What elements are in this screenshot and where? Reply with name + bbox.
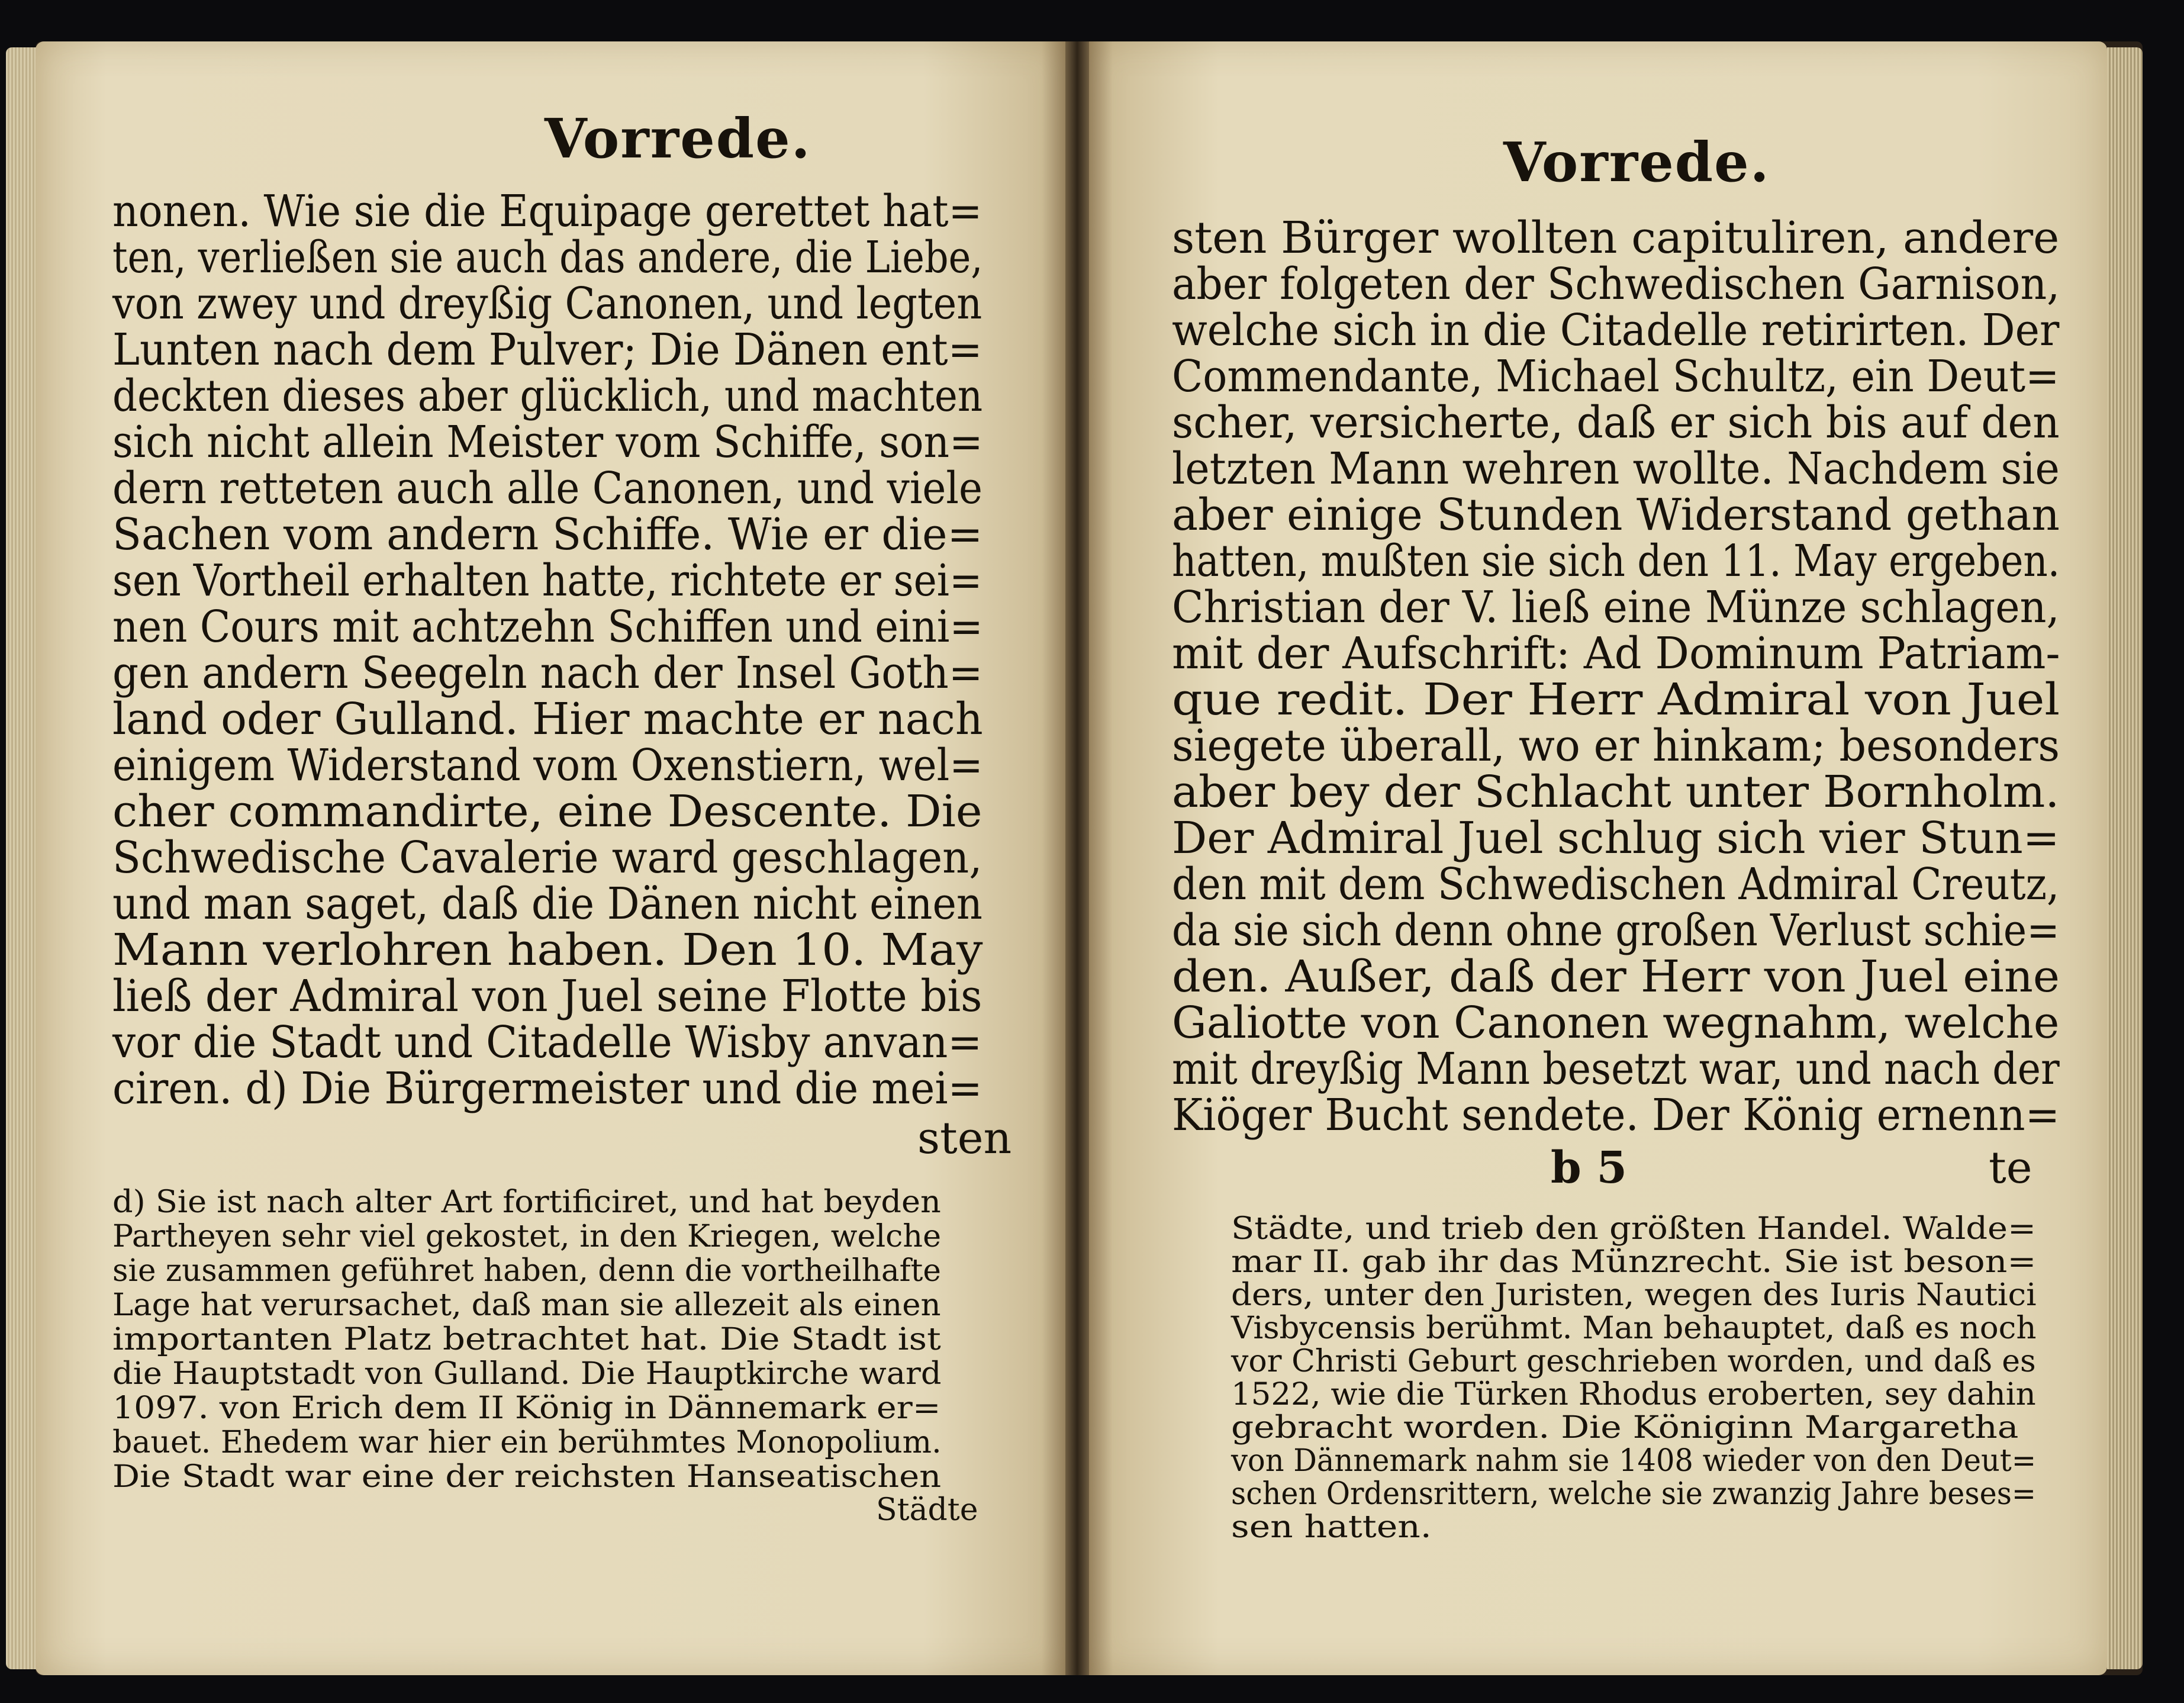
right-body-line: hatten, mußten sie sich den 11. May ergeben. <box>1172 536 2060 587</box>
left-body-line: ciren. d) Die Bürgermeister und die mei= <box>112 1063 983 1114</box>
right-body-line: den mit dem Schwedischen Admiral Creutz, <box>1172 859 2060 910</box>
left-catchword: sten <box>917 1113 1012 1164</box>
left-body-line: land oder Gulland. Hier machte er nach <box>112 694 983 745</box>
right-body-line: letzten Mann wehren wollte. Nachdem sie <box>1172 443 2060 494</box>
right-running-head: Vorrede. <box>1503 130 1770 194</box>
right-body-line: mit der Aufschrift: Ad Dominum Patriam- <box>1172 628 2060 679</box>
left-footnote-line: sie zusammen geführet haben, denn die vortheilhafte <box>112 1253 941 1289</box>
right-footnote-line: vor Christi Geburt geschrieben worden, und daß es <box>1231 1344 2036 1379</box>
left-body-line: von zwey und dreyßig Canonen, und legten <box>112 278 983 329</box>
left-body-line: cher commandirte, eine Descente. Die <box>112 786 983 837</box>
right-footnote-line: schen Ordensrittern, welche sie zwanzig Jahre beses= <box>1231 1476 2037 1512</box>
right-footnote-line: mar II. gab ihr das Münzrecht. Sie ist beson= <box>1231 1244 2037 1280</box>
right-body-line: sten Bürger wollten capituliren, andere <box>1172 213 2060 263</box>
right-footnote-line: sen hatten. <box>1231 1509 1432 1545</box>
right-body-line: siegete überall, wo er hinkam; besonders <box>1172 720 2060 771</box>
left-running-head: Vorrede. <box>545 107 811 170</box>
right-body-line: da sie sich denn ohne großen Verlust schie= <box>1172 905 2060 956</box>
left-page-edges <box>6 47 38 1669</box>
book-gutter <box>1065 41 1089 1675</box>
left-body-line: und man saget, daß die Dänen nicht einen <box>112 878 983 929</box>
left-footnote-line: die Hauptstadt von Gulland. Die Hauptkirche ward <box>112 1356 942 1392</box>
left-body-line: Sachen vom andern Schiffe. Wie er die= <box>112 509 983 560</box>
right-body-line: scher, versicherte, daß er sich bis auf den <box>1172 397 2060 448</box>
right-body-line: aber bey der Schlacht unter Bornholm. <box>1172 767 2060 817</box>
right-footnote-line: Visbycensis berühmt. Man behauptet, daß es noch <box>1231 1311 2037 1346</box>
right-page <box>1089 41 2107 1675</box>
right-catchword: te <box>1989 1142 2032 1193</box>
open-book <box>36 41 2143 1675</box>
right-footnote-line: 1522, wie die Türken Rhodus eroberten, sey dahin <box>1231 1377 2036 1412</box>
left-footnote-line: Partheyen sehr viel gekostet, in den Kriegen, welche <box>112 1219 942 1254</box>
left-body-line: ten, verließen sie auch das andere, die Liebe, <box>112 232 983 283</box>
left-body-line: vor die Stadt und Citadelle Wisby anvan= <box>112 1017 983 1068</box>
left-body-line: einigem Widerstand vom Oxenstiern, wel= <box>112 740 983 791</box>
left-body-line: Mann verlohren haben. Den 10. May <box>112 925 983 976</box>
left-body-line: sen Vortheil erhalten hatte, richtete er sei= <box>112 555 983 606</box>
signature-mark: b 5 <box>1551 1142 1627 1193</box>
left-body-line: dern retteten auch alle Canonen, und viele <box>112 463 983 514</box>
right-footnote-line: von Dännemark nahm sie 1408 wieder von den Deut= <box>1231 1443 2037 1479</box>
right-page-edges <box>2107 47 2143 1669</box>
left-body-line: ließ der Admiral von Juel seine Flotte bis <box>112 971 983 1022</box>
right-body-line: den. Außer, daß der Herr von Juel eine <box>1172 951 2060 1002</box>
left-footnote-catchword: Städte <box>876 1492 978 1528</box>
right-body-line: Commendante, Michael Schultz, ein Deut= <box>1172 351 2060 402</box>
left-footnote-line: 1097. von Erich dem II König in Dännemark er= <box>112 1390 941 1426</box>
right-footnote-line: Städte, und trieb den größten Handel. Walde= <box>1231 1211 2037 1247</box>
right-footnote-line: ders, unter den Juristen, wegen des Iuris Nautici <box>1231 1277 2037 1313</box>
left-body-line: Lunten nach dem Pulver; Die Dänen ent= <box>112 324 983 375</box>
right-body-line: welche sich in die Citadelle retirirten. Der <box>1172 305 2060 356</box>
left-body-line: sich nicht allein Meister vom Schiffe, son= <box>112 417 983 468</box>
left-footnote-line: d) Sie ist nach alter Art fortificiret, und hat beyden <box>112 1184 941 1220</box>
right-body-line: Christian der V. ließ eine Münze schlagen, <box>1172 582 2060 633</box>
right-footnote-line: gebracht worden. Die Königinn Margaretha <box>1231 1410 2019 1446</box>
left-footnote-line: Die Stadt war eine der reichsten Hanseatischen <box>112 1459 942 1495</box>
right-body-line: aber folgeten der Schwedischen Garnison, <box>1172 259 2060 310</box>
left-body-line: nen Cours mit achtzehn Schiffen und eini= <box>112 601 983 652</box>
left-body-line: nonen. Wie sie die Equipage gerettet hat= <box>112 186 983 237</box>
right-body-line: aber einige Stunden Widerstand gethan <box>1172 490 2060 540</box>
left-body-line: gen andern Seegeln nach der Insel Goth= <box>112 648 983 698</box>
right-body-line: Der Admiral Juel schlug sich vier Stun= <box>1172 813 2060 864</box>
left-page <box>36 41 1065 1675</box>
right-body-line: mit dreyßig Mann besetzt war, und nach der <box>1172 1044 2060 1094</box>
right-body-line: que redit. Der Herr Admiral von Juel <box>1172 674 2060 725</box>
left-footnote-line: importanten Platz betrachtet hat. Die Stadt ist <box>112 1322 941 1357</box>
left-footnote-line: Lage hat verursachet, daß man sie allezeit als einen <box>112 1287 941 1323</box>
right-body-line: Galiotte von Canonen wegnahm, welche <box>1172 997 2060 1048</box>
left-body-line: Schwedische Cavalerie ward geschlagen, <box>112 832 983 883</box>
left-footnote-line: bauet. Ehedem war hier ein berühmtes Monopolium. <box>112 1425 942 1460</box>
right-body-line: Kiöger Bucht sendete. Der König ernenn= <box>1172 1090 2060 1141</box>
left-body-line: deckten dieses aber glücklich, und machten <box>112 371 983 421</box>
